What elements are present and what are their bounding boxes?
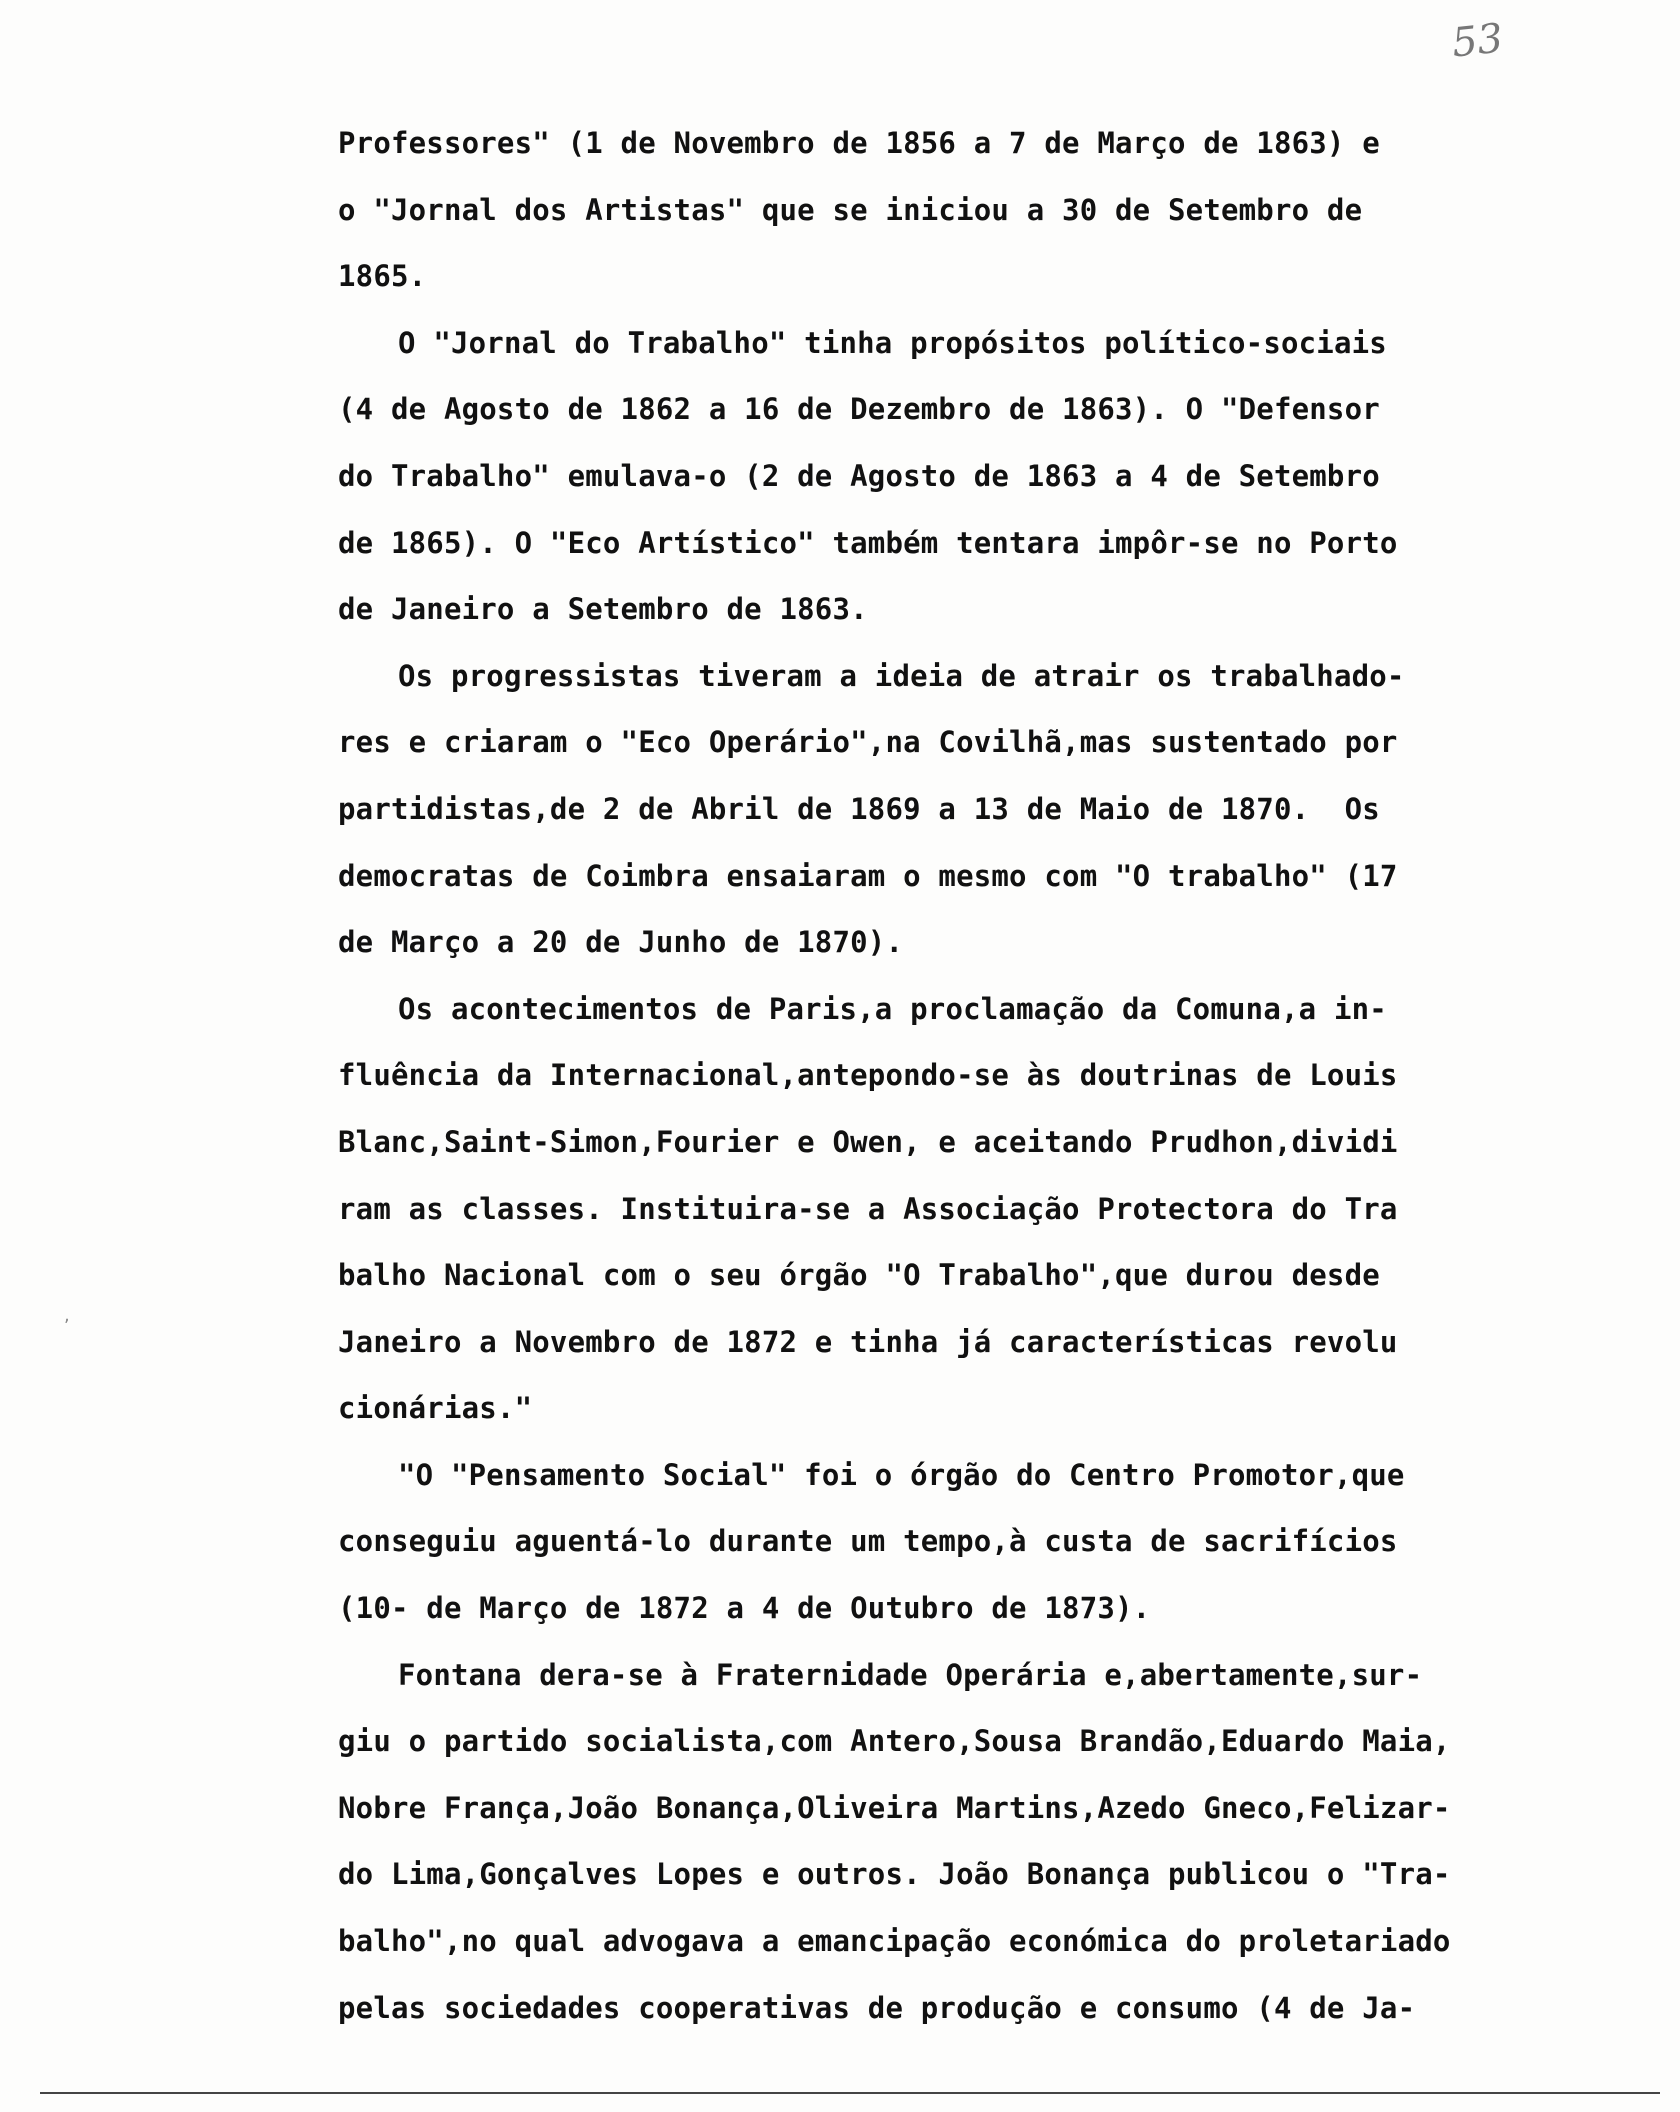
margin-mark: ,	[64, 1305, 70, 1326]
text-line: do Lima,Gonçalves Lopes e outros. João Bonança publicou o "Tra-	[338, 1857, 1451, 1892]
text-line: balho Nacional com o seu órgão "O Trabalho",que durou desde	[338, 1258, 1380, 1293]
text-line: (4 de Agosto de 1862 a 16 de Dezembro de 1863). O "Defensor	[338, 392, 1380, 427]
text-line: de Janeiro a Setembro de 1863.	[338, 592, 868, 627]
text-line: (10- de Março de 1872 a 4 de Outubro de 1873).	[338, 1591, 1151, 1626]
text-line: do Trabalho" emulava-o (2 de Agosto de 1863 a 4 de Setembro	[338, 458, 1380, 493]
text-line: 1865.	[338, 259, 427, 294]
text-line: balho",no qual advogava a emancipação económica do proletariado	[338, 1924, 1451, 1959]
text-line: fluência da Internacional,antepondo-se às doutrinas de Louis	[338, 1058, 1398, 1093]
page-number: 53	[1449, 15, 1506, 67]
text-line: Fontana dera-se à Fraternidade Operária e,abertamente,sur-	[398, 1657, 1423, 1692]
text-line: o "Jornal dos Artistas" que se iniciou a 30 de Setembro de	[338, 192, 1363, 227]
text-line: pelas sociedades cooperativas de produção e consumo (4 de Ja-	[338, 1990, 1416, 2025]
text-line: ram as classes. Instituira-se a Associação Protectora do Tra	[338, 1191, 1398, 1226]
text-line: giu o partido socialista,com Antero,Sousa Brandão,Eduardo Maia,	[338, 1724, 1451, 1759]
text-line: de 1865). O "Eco Artístico" também tentara impôr-se no Porto	[338, 525, 1398, 560]
text-line: "O "Pensamento Social" foi o órgão do Centro Promotor,que	[398, 1457, 1405, 1492]
text-line: res e criaram o "Eco Operário",na Covilhã,mas sustentado por	[338, 725, 1398, 760]
text-line: Professores" (1 de Novembro de 1856 a 7 de Março de 1863) e	[338, 126, 1380, 160]
text-line: democratas de Coimbra ensaiaram o mesmo com "O trabalho" (17	[338, 858, 1398, 893]
text-line: O "Jornal do Trabalho" tinha propósitos político-sociais	[398, 325, 1387, 360]
document-body	[338, 110, 1628, 2041]
text-line: conseguiu aguentá-lo durante um tempo,à custa de sacrifícios	[338, 1524, 1398, 1559]
text-line: Blanc,Saint-Simon,Fourier e Owen, e aceitando Prudhon,dividi	[338, 1124, 1398, 1159]
text-line: cionárias."	[338, 1391, 533, 1426]
bottom-rule	[40, 2092, 1660, 2094]
text-line: Os acontecimentos de Paris,a proclamação da Comuna,a in-	[398, 991, 1387, 1026]
text-line: Os progressistas tiveram a ideia de atrair os trabalhado-	[398, 658, 1405, 693]
text-line: Janeiro a Novembro de 1872 e tinha já características revolu	[338, 1324, 1398, 1359]
text-line: partidistas,de 2 de Abril de 1869 a 13 de Maio de 1870. Os	[338, 791, 1380, 826]
text-line: Nobre França,João Bonança,Oliveira Martins,Azedo Gneco,Felizar-	[338, 1790, 1451, 1825]
text-line: de Março a 20 de Junho de 1870).	[338, 925, 904, 960]
